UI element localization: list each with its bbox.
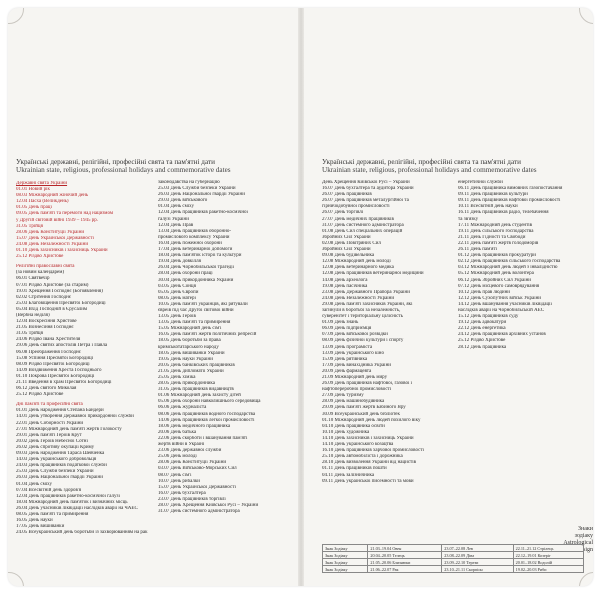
holiday-entry: 25.12 Різдво Христове	[16, 254, 64, 260]
holiday-entry: 13.04 День працівників оборонно-	[158, 228, 232, 234]
holiday-entry: 01.04 День сміху	[158, 204, 194, 210]
holiday-entry: 03.07 День Військово-Морських Сил	[158, 466, 237, 472]
holiday-entry: 08.09 Різдво Пресвятої Богородиці	[16, 361, 90, 367]
corner-ornament	[579, 8, 593, 24]
holiday-entry: 29.06 День святих апостолів Петра і Павла	[16, 343, 108, 349]
holiday-entry: 31.05 Трійця	[16, 331, 43, 337]
zodiac-cell: 23.10–21.11 Скорпіон	[442, 566, 513, 573]
holiday-entry: євреїв під час Другої світової війни	[158, 307, 234, 313]
holiday-entry: 08.05 День пам'яті та примирення	[16, 511, 89, 517]
holiday-entry: галузі України	[158, 216, 189, 222]
zodiac-cell: 21.06–22.07 Рак	[368, 566, 442, 573]
holiday-entry: 29.03 День військового	[158, 198, 208, 204]
holiday-entry: 22.11 День пам'яті жертв голодоморів	[458, 240, 539, 246]
holiday-entry: 31.05 Трійця	[16, 223, 43, 229]
heading-en: Ukrainian state, religious, professional holidays and commemorative dates	[16, 166, 231, 174]
zodiac-cell: 23.08–22.09 Діва	[442, 552, 513, 559]
corner-ornament	[8, 8, 24, 24]
holiday-entry: 26.04 День Чорнобильської трагедії	[158, 265, 235, 271]
holiday-entry: 28.04 День охорони праці	[158, 271, 213, 277]
holiday-entry: 27.01 Міжнародний день пам'яті жертв Голокосту	[16, 426, 122, 432]
holiday-entry: 02.08 День Повітряних Сил	[322, 240, 381, 246]
holiday-entry: (за новим календарем)	[16, 270, 65, 276]
holiday-entry: 12.04 День працівників ракетно-космічної галузі	[16, 493, 120, 499]
holiday-entry: 21.11 День Гідності та Свободи	[458, 234, 526, 240]
holiday-entry: та зв'язку	[458, 216, 479, 222]
holiday-entry: 13.05 День пам'яті та примирення	[158, 320, 231, 326]
holiday-entry: Збройних Сил України	[322, 234, 371, 240]
holiday-entry: 01.11 День працівників пошти	[322, 466, 387, 472]
holiday-entry: 05.06 День охорони навколишнього середовища	[158, 399, 261, 405]
holiday-entry: Релігійні православні свята	[16, 264, 75, 270]
holiday-list-left-2	[158, 180, 294, 576]
holiday-entry: 24.08 День Незалежності України	[322, 295, 395, 301]
holiday-entry: 30.09 Всеукраїнський день бібліотек	[322, 411, 400, 417]
holiday-entry: 03.05 День Сонця	[158, 283, 196, 289]
zodiac-title-en: Astrological sign	[563, 540, 593, 553]
holiday-entry: Збройних Сил України	[322, 247, 371, 253]
holiday-entry: 19.01 Хрещення Господнє (Богоявлення)	[16, 288, 103, 294]
holiday-entry: 12.04 День Прав	[158, 222, 194, 228]
holiday-list-right-2	[458, 180, 588, 520]
holiday-entry: 24.12 День працівників архівних установ	[458, 332, 546, 338]
holiday-entry: 09.11 День працівників культури	[458, 192, 528, 198]
zodiac-cell: 19.02–20.03 Риби	[513, 566, 583, 573]
holiday-entry: 16.07 День бухгалтера	[158, 490, 206, 496]
holiday-entry: 01.10 День захисників і захисниць України	[16, 248, 108, 254]
right-heading	[322, 158, 537, 174]
holiday-entry: 17.05 День вишиванки	[16, 524, 65, 530]
holiday-entry: 28.12 День працівника	[458, 344, 507, 350]
holiday-entry: 21.11 Введення в храм Пресвятої Богородиці	[16, 380, 112, 385]
holiday-entry: 25.10 День автомобіліста і дорожника	[322, 454, 403, 460]
holiday-entry: 14.01 День утворення Державної прикордонної служби	[16, 414, 134, 420]
holiday-entry: 22.12 День енергетика	[458, 326, 506, 332]
holiday-entry: 26.04 День учасників ліквідації наслідків аварії на ЧАЕС	[16, 505, 138, 511]
holiday-entry: 10.10 День художника	[322, 429, 370, 435]
holiday-entry: нафтопереробної промисловості	[322, 387, 392, 393]
holiday-entry: 27.09 День туризму	[322, 393, 364, 399]
holiday-entry: 08.09 День фізичної культури і спорту	[322, 338, 404, 344]
holiday-entry: 14.09 Воздвиження Хреста Господнього	[16, 367, 102, 373]
holiday-entry: 01.09 День знань	[322, 320, 359, 326]
holiday-entry: 18.04 Міжнародний день пам'яток і визначних місць	[16, 499, 128, 505]
zodiac-cell: 20.04–20.05 Телець	[368, 552, 442, 559]
holiday-entry: 10.07 День рибалки	[158, 478, 200, 484]
holiday-entry: 30.04 День прикордонника України	[158, 277, 234, 283]
holiday-entry: 23.07 День працівників торгівлі	[158, 496, 226, 502]
holiday-entry: 19.11 День сільського господарства	[458, 228, 534, 234]
holiday-entry: 06.01 Святвечір	[16, 276, 50, 282]
zodiac-cell: 20.01–18.02 Водолій	[513, 559, 583, 566]
holiday-entry: 20.05 День банківських працівників	[158, 362, 235, 368]
holiday-entry: 07.04 Всесвітній день здоров'я	[16, 487, 82, 493]
zodiac-cell: Знак Зодіаку	[323, 552, 368, 559]
holiday-entry: кримськотатарського народу	[158, 344, 219, 350]
zodiac-row	[323, 559, 584, 566]
holiday-entry: 29.01 День пам'яті Героїв Крут	[16, 432, 82, 438]
holiday-entry: 26.03 День Національної гвардії України	[158, 192, 245, 198]
holiday-entry: у Другій світовій війні 1939 – 1945 рр.	[16, 217, 98, 223]
holiday-entry: 26.07 День торгівлі	[322, 210, 364, 216]
holiday-entry: 12.12 День Сухопутних військ України	[458, 295, 541, 301]
holiday-entry: 09.08 День будівельника	[322, 253, 375, 259]
holiday-entry: 08.06 День працівників водного господарства	[158, 411, 256, 417]
holiday-entry: 13.09 День українського кіно	[322, 350, 384, 356]
holiday-entry: 21.05 День дипломатії України	[158, 368, 224, 374]
holiday-entry: 28.05 День прикордонника	[158, 381, 216, 387]
holiday-entry: 26.11 День пам'яті	[458, 247, 498, 253]
holiday-entry: 18.06 День медичного працівника	[158, 423, 231, 429]
holiday-entry: 10.12 День прав людини	[458, 289, 510, 295]
holiday-entry: 25.05 День хіміка	[158, 375, 196, 380]
holiday-entry: 25.12 Різдво Христове	[16, 392, 64, 398]
holiday-entry: 25.12 Різдво Христове	[458, 338, 506, 344]
holiday-list-left-1	[16, 180, 152, 576]
holiday-entry: 28.07 День Хрещення Київської Русі – України	[158, 502, 259, 508]
holiday-entry: промислового комплексу України	[158, 234, 230, 240]
holiday-entry: 15.08 Успіння Пресвятої Богородиці	[16, 355, 94, 361]
holiday-entry: 24.05 Всеукраїнський день боротьби із захворюванням на рак	[16, 530, 148, 536]
holiday-entry: 17.09 День винахідника України	[322, 362, 391, 368]
holiday-entry: 10.11 Всесвітній день науки	[458, 204, 518, 210]
holiday-entry: 02.02 Стрітення Господнє	[16, 294, 71, 300]
holiday-entry: 15.12 День працівників суду	[458, 314, 519, 320]
holiday-entry: 26.03 День Національної гвардії України	[16, 475, 103, 481]
holiday-entry: суверенітет і територіальну цілісність	[322, 314, 403, 320]
holiday-entry: 06.12 День Збройних Сил України	[458, 277, 531, 283]
holiday-entry: 16.04 День пожежної охорони	[158, 240, 222, 246]
holiday-entry: 14.03 День українського добровольця	[16, 457, 97, 463]
zodiac-cell: Знак Зодіаку	[323, 545, 368, 552]
holiday-entry: 16.07 День бухгалтера та аудитора України	[322, 186, 414, 192]
zodiac-cell: 23.07–22.08 Лев	[442, 545, 513, 552]
holiday-entry: 19.08 День пасічника	[322, 283, 368, 289]
holiday-entry: 12.08 День працівників ветеринарної медицини	[322, 271, 424, 277]
zodiac-title-ua: Знаки зодіаку	[574, 526, 593, 539]
zodiac-cell: 23.09–22.10 Терези	[442, 559, 513, 566]
holiday-entry: законодавства на губернацію	[158, 180, 220, 185]
holiday-entry: 28.10 День визволення України від нацистів	[322, 460, 416, 466]
holiday-entry: 09.11 День працівників нафтової промисловості	[458, 198, 561, 204]
heading-ua: Українські державні, релігійні, професійні свята та пам'ятні дати	[322, 158, 521, 166]
holiday-entry: 15.09 День рятівника	[322, 356, 368, 362]
holiday-entry: 08.03 Міжнародний жіночий день	[16, 193, 89, 199]
holiday-entry: гірничодобувної промисловості	[322, 204, 390, 210]
holiday-entry: 09.05 День пам'яті та перемоги над нацизмом	[16, 211, 114, 217]
holiday-entry: 16.05 День науки	[16, 518, 53, 524]
zodiac-row	[323, 566, 584, 573]
holiday-entry: 14.08 День археолога	[322, 277, 368, 283]
holiday-entry: 31.05 День працівників видавництв	[158, 387, 234, 393]
holiday-entry: 01.10 Покрова Пресвятої Богородиці	[16, 373, 95, 379]
zodiac-table	[322, 544, 584, 573]
holiday-entry: 31.07 День системного адміністратора	[322, 222, 404, 228]
holiday-entry: 27.07 День медичних працівників	[322, 216, 394, 222]
holiday-entry: 15.07 День Української Державності	[158, 484, 236, 490]
holiday-entry: 03.12 Міжнародний день людей з інвалідністю	[458, 265, 558, 271]
holiday-entry: 14.10 День українського козацтва	[322, 442, 394, 448]
holiday-entry: 15.07 День Української Державності	[16, 235, 94, 241]
holiday-entry: 18.04 День пам'яток історії та культури	[158, 253, 242, 259]
holiday-entry: 09.11 День української писемності та мови	[322, 478, 414, 484]
holiday-entry: 07.01 Різдво Христове (за старим)	[16, 282, 89, 288]
holiday-entry: 25.06 День молоді	[158, 454, 197, 460]
holiday-entry: 10.05 День пам'яті українців, які рятували	[158, 301, 248, 307]
holiday-entry: 06.12 День святого Миколая	[16, 386, 77, 392]
holiday-entry: 26.09 День працівників нафтової, газової і	[322, 381, 413, 387]
holiday-entry: 17.04 День ветеринарної допомоги	[158, 247, 233, 253]
holiday-entry: 22.01 День Соборності України	[16, 420, 84, 426]
holiday-entry: 05.12 Міжнародний день волонтера	[458, 271, 534, 277]
holiday-entry: 01.01 День народження Степана Бандери	[16, 408, 104, 414]
holiday-entry: 31.07 День системного адміністратора	[158, 509, 240, 515]
holiday-entry: 04.10 День працівника освіти	[322, 423, 385, 429]
holiday-entry: 19.05 День науки України	[158, 356, 213, 362]
holiday-entry: наслідків аварії на Чорнобильській АЕС	[458, 307, 545, 313]
holiday-entry: 19.04 День довкілля	[158, 259, 201, 265]
holiday-entry: 21.05 Вознесіння Господнє	[16, 325, 74, 331]
holiday-entry: енергетичної служби	[458, 180, 503, 185]
holiday-entry: 20.06 День батька	[158, 429, 197, 435]
holiday-entry: 25.03 День Служби безпеки України	[158, 186, 236, 192]
holiday-entry: 12.08 Міжнародний день молоді	[322, 259, 391, 265]
holiday-entry: 23.06 День державної служби	[158, 448, 222, 454]
holiday-entry: 17.11 Міжнародний день студентів	[458, 222, 533, 228]
holiday-entry: День Хрещення Київської Русі – України	[322, 180, 410, 185]
holiday-entry: 12.04 Пасха (Великдень)	[16, 199, 69, 205]
holiday-entry: 29.08 День пам'яті захисників України, які	[322, 301, 413, 307]
holiday-entry: 05.05 День Європи	[158, 289, 199, 295]
holiday-entry: 22.06 День скорботи і вшанування пам'яті	[158, 435, 248, 441]
holiday-entry: 06.11 День працівника вимовних газопостачання	[458, 186, 563, 192]
holiday-entry: 24.08 День Незалежності України	[16, 241, 89, 247]
heading-en: Ukrainian state, religious, professional holidays and commemorative dates	[322, 166, 537, 174]
holiday-entry: 01.04 День сміху	[16, 481, 52, 487]
holiday-entry: 04.11 День залізничника	[322, 472, 375, 478]
holiday-list-right-1	[322, 180, 452, 520]
holiday-entry: 16.05 День пам'яті жертв політичних репресій	[158, 332, 257, 338]
holiday-entry: 01.01 Новий рік	[16, 187, 50, 193]
holiday-entry: 09.03 День народження Тараса Шевченка	[16, 451, 105, 457]
holiday-entry: 01.06 Міжнародний день захисту дітей	[158, 393, 241, 399]
holiday-entry: 21.09 Міжнародний день миру	[322, 375, 388, 380]
holiday-entry: (Вербна неділя)	[16, 312, 50, 318]
holiday-entry: 28.06 День Конституції України	[16, 229, 85, 235]
section-title: Державні свята України	[16, 181, 68, 186]
holiday-entry: 18.05 День вишиванки України	[158, 350, 225, 356]
zodiac-cell: 22.12–19.01 Козеріг	[513, 552, 583, 559]
holiday-entry: 28.09 День машинобудівника	[322, 399, 385, 405]
holiday-entry: 14.06 День працівників легкої промисловості	[158, 417, 255, 423]
holiday-entry: 26.07 День працівників	[322, 192, 372, 198]
holiday-entry: 19.12 День адвокатури	[458, 320, 507, 326]
holiday-entry: Дні пам'яті та професійні свята	[16, 402, 83, 408]
holiday-entry: 01.10 Міжнародний день людей похилого віку	[322, 417, 421, 423]
holiday-entry: 15.05 Міжнародний день сім'ї	[158, 326, 222, 332]
corner-ornament	[579, 572, 593, 586]
holiday-entry: 24.06 Різдво Івана Хрестителя	[16, 337, 81, 343]
holiday-entry: 07.09 День військової розвідки	[322, 332, 388, 338]
holiday-entry: 20.02 День Героїв Небесної Сотні	[16, 438, 88, 444]
zodiac-cell: 22.11–21.12 Стрілець	[513, 545, 583, 552]
holiday-entry: 29.09 День пам'яті жертв Бабиного Яру	[322, 405, 406, 411]
holiday-entry: 06.06 День журналіста	[158, 405, 207, 411]
zodiac-cell: 21.05–20.06 Близнюки	[368, 559, 442, 566]
holiday-entry: 06.08 Преображення Господнє	[16, 349, 81, 355]
left-heading	[16, 158, 231, 174]
holiday-entry: 01.08 День Сил спеціальних операцій	[322, 228, 403, 234]
right-page	[302, 8, 593, 586]
heading-ua: Українські державні, релігійні, професійні свята та пам'ятні дати	[16, 158, 215, 166]
zodiac-cell: Знак Зодіаку	[323, 559, 368, 566]
holiday-entry: загинули в боротьбі за незалежність,	[322, 307, 401, 313]
holiday-entry: 26.07 День працівників металургійної та	[322, 198, 409, 204]
holiday-entry: 23.08 День Державного Прапора України	[322, 289, 410, 295]
holiday-entry: 06.09 День підприємця	[322, 326, 372, 332]
holiday-entry: 24.03 День працівників податкової служби	[16, 463, 107, 469]
holiday-entry: 25.03 Благовіщення Пресвятої Богородиці	[16, 300, 106, 306]
diary-spread	[8, 8, 593, 586]
holiday-entry: 25.03 День Служби безпеки України	[16, 469, 94, 475]
holiday-entry: 01.05 День праці	[16, 205, 52, 211]
zodiac-row	[323, 545, 584, 552]
holiday-entry: 13.05 День Героїв	[158, 314, 196, 320]
holiday-entry: 12.04 Воскресіння Христове	[16, 319, 77, 325]
holiday-entry: 16.11 День працівників радіо, телебачення	[458, 210, 549, 216]
holiday-entry: 14.12 День вшанування учасників ліквідації	[458, 301, 552, 307]
holiday-entry: 16.10 День працівників харчової промисловості	[322, 448, 424, 454]
holiday-entry: 13.09 День програміста	[322, 344, 373, 350]
holiday-entry: 12.04 День працівників ракетно-космічної	[158, 210, 248, 216]
holiday-entry: 28.06 День Конституції України	[158, 460, 227, 466]
zodiac-cell: 21.03–19.04 Овен	[368, 545, 442, 552]
holiday-entry: 20.09 День фармацевта	[322, 368, 372, 374]
holiday-entry: 01.12 День працівників прокуратури	[458, 253, 536, 259]
holiday-entry: 08.07 День сім'ї	[158, 472, 192, 478]
holiday-entry: жертв війни в Україні	[158, 442, 205, 448]
zodiac-cell: Знак Зодіаку	[323, 566, 368, 573]
holiday-entry: 07.12 День місцевого самоврядування	[458, 283, 540, 289]
left-page	[8, 8, 299, 586]
holiday-entry: 26.02 День спротиву окупації Криму	[16, 444, 95, 450]
holiday-entry: 08.05 День матері	[158, 295, 196, 301]
holiday-entry: 14.10 День захисників і захисниць України	[322, 435, 414, 441]
zodiac-row	[323, 552, 584, 559]
holiday-entry: 02.12 День працівників сільського господарства	[458, 259, 561, 265]
holiday-entry: 05.04 Вхід Господній в Єрусалим	[16, 306, 88, 312]
holiday-entry: 12.08 День ветеринарного медика	[322, 265, 394, 271]
holiday-entry: 18.05 День боротьби за права	[158, 338, 221, 344]
